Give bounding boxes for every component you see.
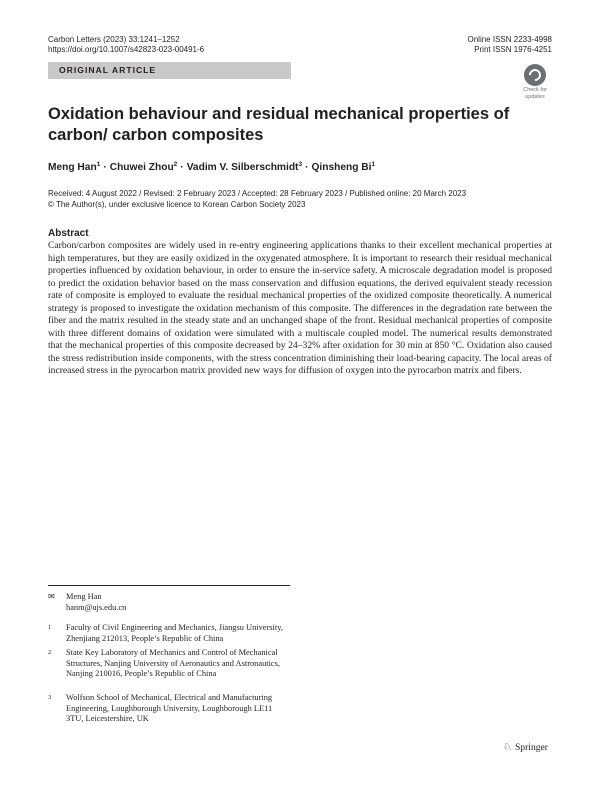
affiliation-text: Faculty of Civil Engineering and Mechanics, Jiangsu University, Zhenjiang 212013, People’s Republic of China [66, 623, 283, 643]
author[interactable]: Vadim V. Silberschmidt$^3$ [186, 161, 303, 173]
corresponding-email[interactable]: hanm@ujs.edu.cn [66, 602, 127, 612]
affiliation-mark: 2 [48, 649, 52, 656]
badge-text-1: Check for [523, 87, 547, 93]
online-issn: Online ISSN 2233-4998 [467, 35, 552, 44]
author-separator: · [305, 162, 309, 173]
envelope-icon: ✉ [48, 592, 55, 601]
badge-text-2: updates [525, 94, 545, 100]
history-dates: Received: 4 August 2022 / Revised: 2 February 2023 / Accepted: 28 February 2023 / Published online: 20 March 2023 [48, 189, 467, 198]
author-separator: · [180, 162, 184, 173]
publisher-logo [503, 742, 548, 753]
publisher-name: Springer [514, 742, 548, 753]
affiliation-footnote [48, 648, 291, 680]
springer-horse-icon: ♘ [502, 742, 512, 753]
affiliation-text: State Key Laboratory of Mechanics and Control of Mechanical Structures, Nanjing University of Aeronautics and Astronautics, Nanjing 210016, People’s Republic of China [66, 648, 280, 679]
check-for-updates-icon [524, 64, 546, 86]
author[interactable]: Qinsheng Bi$^1$ [311, 161, 376, 173]
author[interactable]: Chuwei Zhou$^2$ [109, 161, 178, 173]
author[interactable]: Meng Han$^1$ [48, 161, 101, 173]
affiliation-footnote [48, 623, 291, 644]
corresponding-name: Meng Han [66, 592, 102, 601]
doi-link[interactable]: https://doi.org/10.1007/s42823-023-00491-6 [48, 45, 205, 54]
author-separator: · [103, 162, 107, 173]
issn-meta [468, 35, 553, 55]
article-type-banner: ORIGINAL ARTICLE [48, 62, 291, 79]
affiliation-footnote [48, 693, 291, 725]
footnote-divider [48, 585, 290, 586]
abstract-text: Carbon/carbon composites are widely used in re-entry engineering applications thanks to their excellent mechanical properties at high temperatures, but they are easily oxidized in the oxygenated atmosphere. It is important to research their residual mechanical properties influenced by oxidation behaviour, in order to ensure the in-service safety. A microscale degradation model is proposed to predict the oxidation behavior based on the mass conservation and diffusion equations, the derived equivalent steady recession rate of composite is employed to evaluate the residual mechanical properties of the oxidized composite theoretically. A numerical strategy is proposed to investigate the oxidation mechanism of this composite. The differences in the degradation rate between the fiber and the matrix resulted in the steady state and an unchanged shape of the front. Residual mechanical properties of composite with three different domains of oxidation were simulated with a multiscale coupled model. The numerical results demonstrated that the mechanical properties of this composite decreased by 24–32% after oxidation for 30 min at 850 °C. Oxidation also caused the stress redistribution inside components, with the stress concentration diminishing their load-bearing capacity. The local areas of increased stress in the pyrocarbon matrix provided new ways for diffusion of oxygen into the pyrocarbon matrix and fibers. [48, 240, 552, 376]
journal-meta [48, 35, 204, 55]
corresponding-author-footnote [48, 592, 291, 613]
check-for-updates-badge[interactable] [518, 64, 552, 98]
affiliation-mark: 1 [48, 624, 52, 631]
affiliation-mark: 3 [48, 694, 52, 701]
author-list [48, 158, 375, 174]
journal-citation: Carbon Letters (2023) 33:1241–1252 [48, 35, 180, 44]
affiliation-text: Wolfson School of Mechanical, Electrical and Manufacturing Engineering, Loughborough University, Loughborough LE11 3TU, Leicestershire, UK [66, 693, 273, 724]
copyright-line: © The Author(s), under exclusive licence to Korean Carbon Society 2023 [48, 200, 306, 209]
publication-dates [48, 188, 466, 210]
abstract-heading: Abstract [48, 228, 89, 239]
print-issn: Print ISSN 1976-4251 [474, 45, 552, 54]
paper-title: Oxidation behaviour and residual mechanical properties of carbon/ carbon composites [48, 105, 510, 144]
